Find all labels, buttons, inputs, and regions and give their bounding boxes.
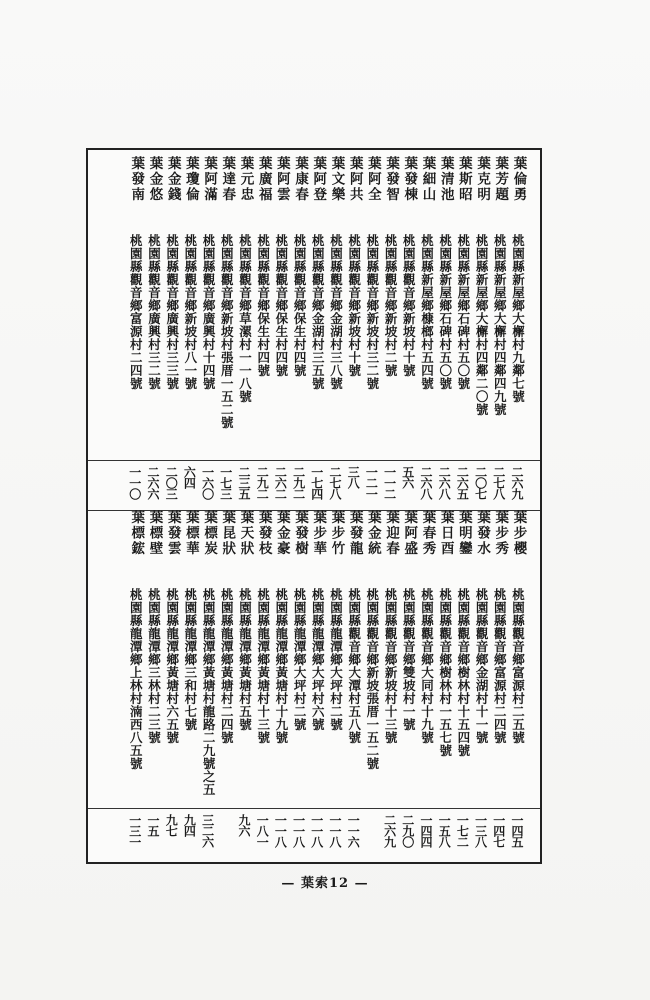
person-name: 葉發智	[383, 156, 400, 203]
person-name: 葉標鋐	[128, 510, 145, 557]
person-name: 葉文樂	[328, 156, 345, 203]
person-name: 葉阿登	[310, 156, 327, 203]
record-number: 三八	[346, 466, 361, 488]
person-name: 葉春秀	[419, 510, 436, 557]
person-name: 葉發龍	[346, 510, 363, 557]
person-address: 桃園縣觀音鄉廣興村十四號	[201, 234, 217, 390]
person-name: 葉明鑾	[455, 510, 472, 557]
person-address: 桃園縣龍潭鄉黃塘村五號	[237, 588, 253, 731]
person-name: 葉發雲	[164, 510, 181, 557]
record-number: 一一二	[382, 466, 397, 499]
person-address: 桃園縣龍潭鄉黃塘村六五號	[164, 588, 180, 744]
person-address: 桃園縣龍潭鄉三和村七號	[182, 588, 198, 731]
person-address: 桃園縣新屋鄉大檞村四鄰四九號	[492, 234, 508, 416]
record-number: 九四	[182, 814, 197, 836]
person-name: 葉倫勇	[510, 156, 527, 203]
person-name: 葉清池	[437, 156, 454, 203]
record-number: 一五八	[437, 814, 452, 847]
record-number: 二六九	[382, 814, 397, 847]
person-address: 桃園縣觀音鄉保生村四號	[292, 234, 308, 377]
record-number: 一三一	[127, 814, 142, 847]
record-number: 二六八	[419, 466, 433, 499]
record-number: 二六六	[146, 466, 160, 499]
person-name: 葉昆狀	[219, 510, 236, 557]
person-name: 葉發水	[474, 510, 491, 557]
person-address: 桃園縣觀音鄉廣興村三三號	[164, 234, 180, 390]
person-address: 桃園縣觀音鄉新坡張厝一五二號	[364, 588, 380, 770]
record-number: 九六	[237, 814, 251, 836]
record-number: 一四七	[491, 814, 506, 847]
person-address: 桃園縣龍潭鄉黃塘村十三號	[255, 588, 271, 744]
person-address: 桃園縣觀音鄉新坡村八一號	[182, 234, 198, 390]
person-address: 桃園縣觀音鄉廣興村三二號	[146, 234, 162, 390]
person-address: 桃園縣龍潭鄉黃塘村十九號	[273, 588, 289, 744]
record-number: 一七三	[218, 466, 233, 499]
person-address: 桃園縣龍潭鄉大坪村二號	[328, 588, 344, 731]
person-address: 桃園縣觀音鄉新坡村張厝一五二號	[219, 234, 235, 429]
record-number: 一四五	[510, 814, 524, 847]
record-number: 一一〇	[127, 466, 142, 499]
record-number: 六四	[182, 466, 197, 488]
person-address: 桃園縣龍潭鄉大坪村二號	[292, 588, 308, 731]
record-number: 二六五	[455, 466, 470, 499]
person-name: 葉發南	[128, 156, 145, 203]
record-number: 一四四	[419, 814, 433, 847]
person-address: 桃園縣龍潭鄉三林村二三號	[146, 588, 162, 744]
person-name: 葉芳題	[492, 156, 509, 203]
person-address: 桃園縣觀音鄉新坡村十號	[346, 234, 362, 377]
person-address: 桃園縣觀音鄉金湖村三五號	[310, 234, 326, 390]
person-name: 葉天狀	[237, 510, 254, 557]
person-address: 桃園縣觀音鄉大潭村五八號	[346, 588, 362, 744]
record-number: 一一八	[328, 814, 342, 847]
person-address: 桃園縣龍潭鄉黃塘村龍路二九號之五	[201, 588, 217, 796]
person-name: 葉阿全	[364, 156, 381, 203]
person-address: 桃園縣觀音鄉新坡村二號	[383, 234, 399, 377]
person-address: 桃園縣觀音鄉金湖村三八號	[328, 234, 344, 390]
person-address: 桃園縣觀音鄉金湖村十一號	[474, 588, 490, 744]
record-number: 一五	[146, 814, 160, 836]
record-number: 一七二	[455, 814, 470, 847]
register-table	[86, 148, 542, 864]
person-name: 葉步櫻	[510, 510, 527, 557]
record-number: 一一六	[346, 814, 361, 847]
person-address: 桃園縣新屋鄉石碑村五〇號	[437, 234, 453, 390]
person-name: 葉發棟	[401, 156, 418, 203]
person-address: 桃園縣新屋鄉石碑村五〇號	[455, 234, 471, 390]
record-number: 二六九	[510, 466, 524, 499]
record-number: 三二六	[200, 814, 215, 847]
record-number: 二六二	[273, 466, 288, 499]
record-number: 二九二	[291, 466, 306, 499]
person-name: 葉金錢	[164, 156, 181, 203]
person-address: 桃園縣新屋鄉槺榔村五四號	[419, 234, 435, 390]
person-name: 葉細山	[419, 156, 436, 203]
person-name: 葉阿滿	[201, 156, 218, 203]
person-address: 桃園縣觀音鄉樹林村十五四號	[455, 588, 471, 757]
record-number: 一三八	[473, 814, 488, 847]
person-name: 葉元忠	[237, 156, 254, 203]
person-address: 桃園縣龍潭鄉上林村湳西八五號	[128, 588, 144, 770]
person-name: 葉金豪	[273, 510, 290, 557]
record-number: 二六八	[437, 466, 452, 499]
person-address: 桃園縣觀音鄉富源村二四號	[128, 234, 144, 390]
person-address: 桃園縣觀音鄉草漯村一一八號	[237, 234, 253, 403]
person-address: 桃園縣觀音鄉大同村十九號	[419, 588, 435, 744]
record-number: 一一八	[291, 814, 306, 847]
person-name: 葉克明	[474, 156, 491, 203]
record-number: 一八一	[255, 814, 270, 847]
person-name: 葉金統	[364, 510, 381, 557]
record-number: 一七四	[309, 466, 324, 499]
record-number: 二九二	[255, 466, 270, 499]
record-number: 五六	[400, 466, 415, 488]
person-address: 桃園縣觀音鄉新坡村十三號	[383, 588, 399, 744]
person-address: 桃園縣觀音鄉富源村二五號	[510, 588, 526, 744]
person-name: 葉標壁	[146, 510, 163, 557]
person-address: 桃園縣觀音鄉新坡村三二號	[364, 234, 380, 390]
record-number: 二七八	[328, 466, 342, 499]
record-number: 一一八	[309, 814, 324, 847]
person-address: 桃園縣龍潭鄉黃塘村二四號	[219, 588, 235, 744]
record-number: 二七八	[491, 466, 506, 499]
person-address: 桃園縣觀音鄉新坡村十號	[401, 234, 417, 377]
person-name: 葉達春	[219, 156, 236, 203]
person-address: 桃園縣觀音鄉雙坡村一號	[401, 588, 417, 731]
person-address: 桃園縣觀音鄉富源村二四號	[492, 588, 508, 744]
person-address: 桃園縣新屋鄉大檞村四鄰二〇號	[474, 234, 490, 416]
record-number: 一一八	[273, 814, 288, 847]
person-name: 葉阿盛	[401, 510, 418, 557]
person-name: 葉阿共	[346, 156, 363, 203]
person-name: 葉日酉	[437, 510, 454, 557]
person-name: 葉廣福	[255, 156, 272, 203]
person-address: 桃園縣觀音鄉樹林村一五七號	[437, 588, 453, 757]
record-number: 二三五	[237, 466, 251, 499]
person-name: 葉發枝	[255, 510, 272, 557]
record-number: 二〇七	[473, 466, 488, 499]
person-name: 葉標炭	[201, 510, 218, 557]
person-name: 葉金悠	[146, 156, 163, 203]
person-address: 桃園縣觀音鄉保生村四號	[273, 234, 289, 377]
person-name: 葉瓊倫	[182, 156, 199, 203]
person-name: 葉康春	[292, 156, 309, 203]
record-number: 九七	[164, 814, 179, 836]
person-name: 葉步秀	[492, 510, 509, 557]
record-number: 二〇三	[164, 466, 179, 499]
person-name: 葉迎春	[383, 510, 400, 557]
record-number: 一六〇	[200, 466, 215, 499]
person-address: 桃園縣新屋鄉大檞村九鄰七號	[510, 234, 526, 403]
divider	[88, 808, 540, 809]
person-address: 桃園縣龍潭鄉大坪村六號	[310, 588, 326, 731]
person-name: 葉步華	[310, 510, 327, 557]
person-name: 葉阿雲	[273, 156, 290, 203]
person-name: 葉標華	[182, 510, 199, 557]
record-number: 一二一	[364, 466, 379, 499]
record-number: 二九〇	[400, 814, 415, 847]
person-name: 葉斯昭	[455, 156, 472, 203]
person-address: 桃園縣觀音鄉保生村四號	[255, 234, 271, 377]
page-footer: — 葉索12 —	[281, 876, 369, 891]
divider	[88, 460, 540, 461]
person-name: 葉步竹	[328, 510, 345, 557]
person-name: 葉發樹	[292, 510, 309, 557]
